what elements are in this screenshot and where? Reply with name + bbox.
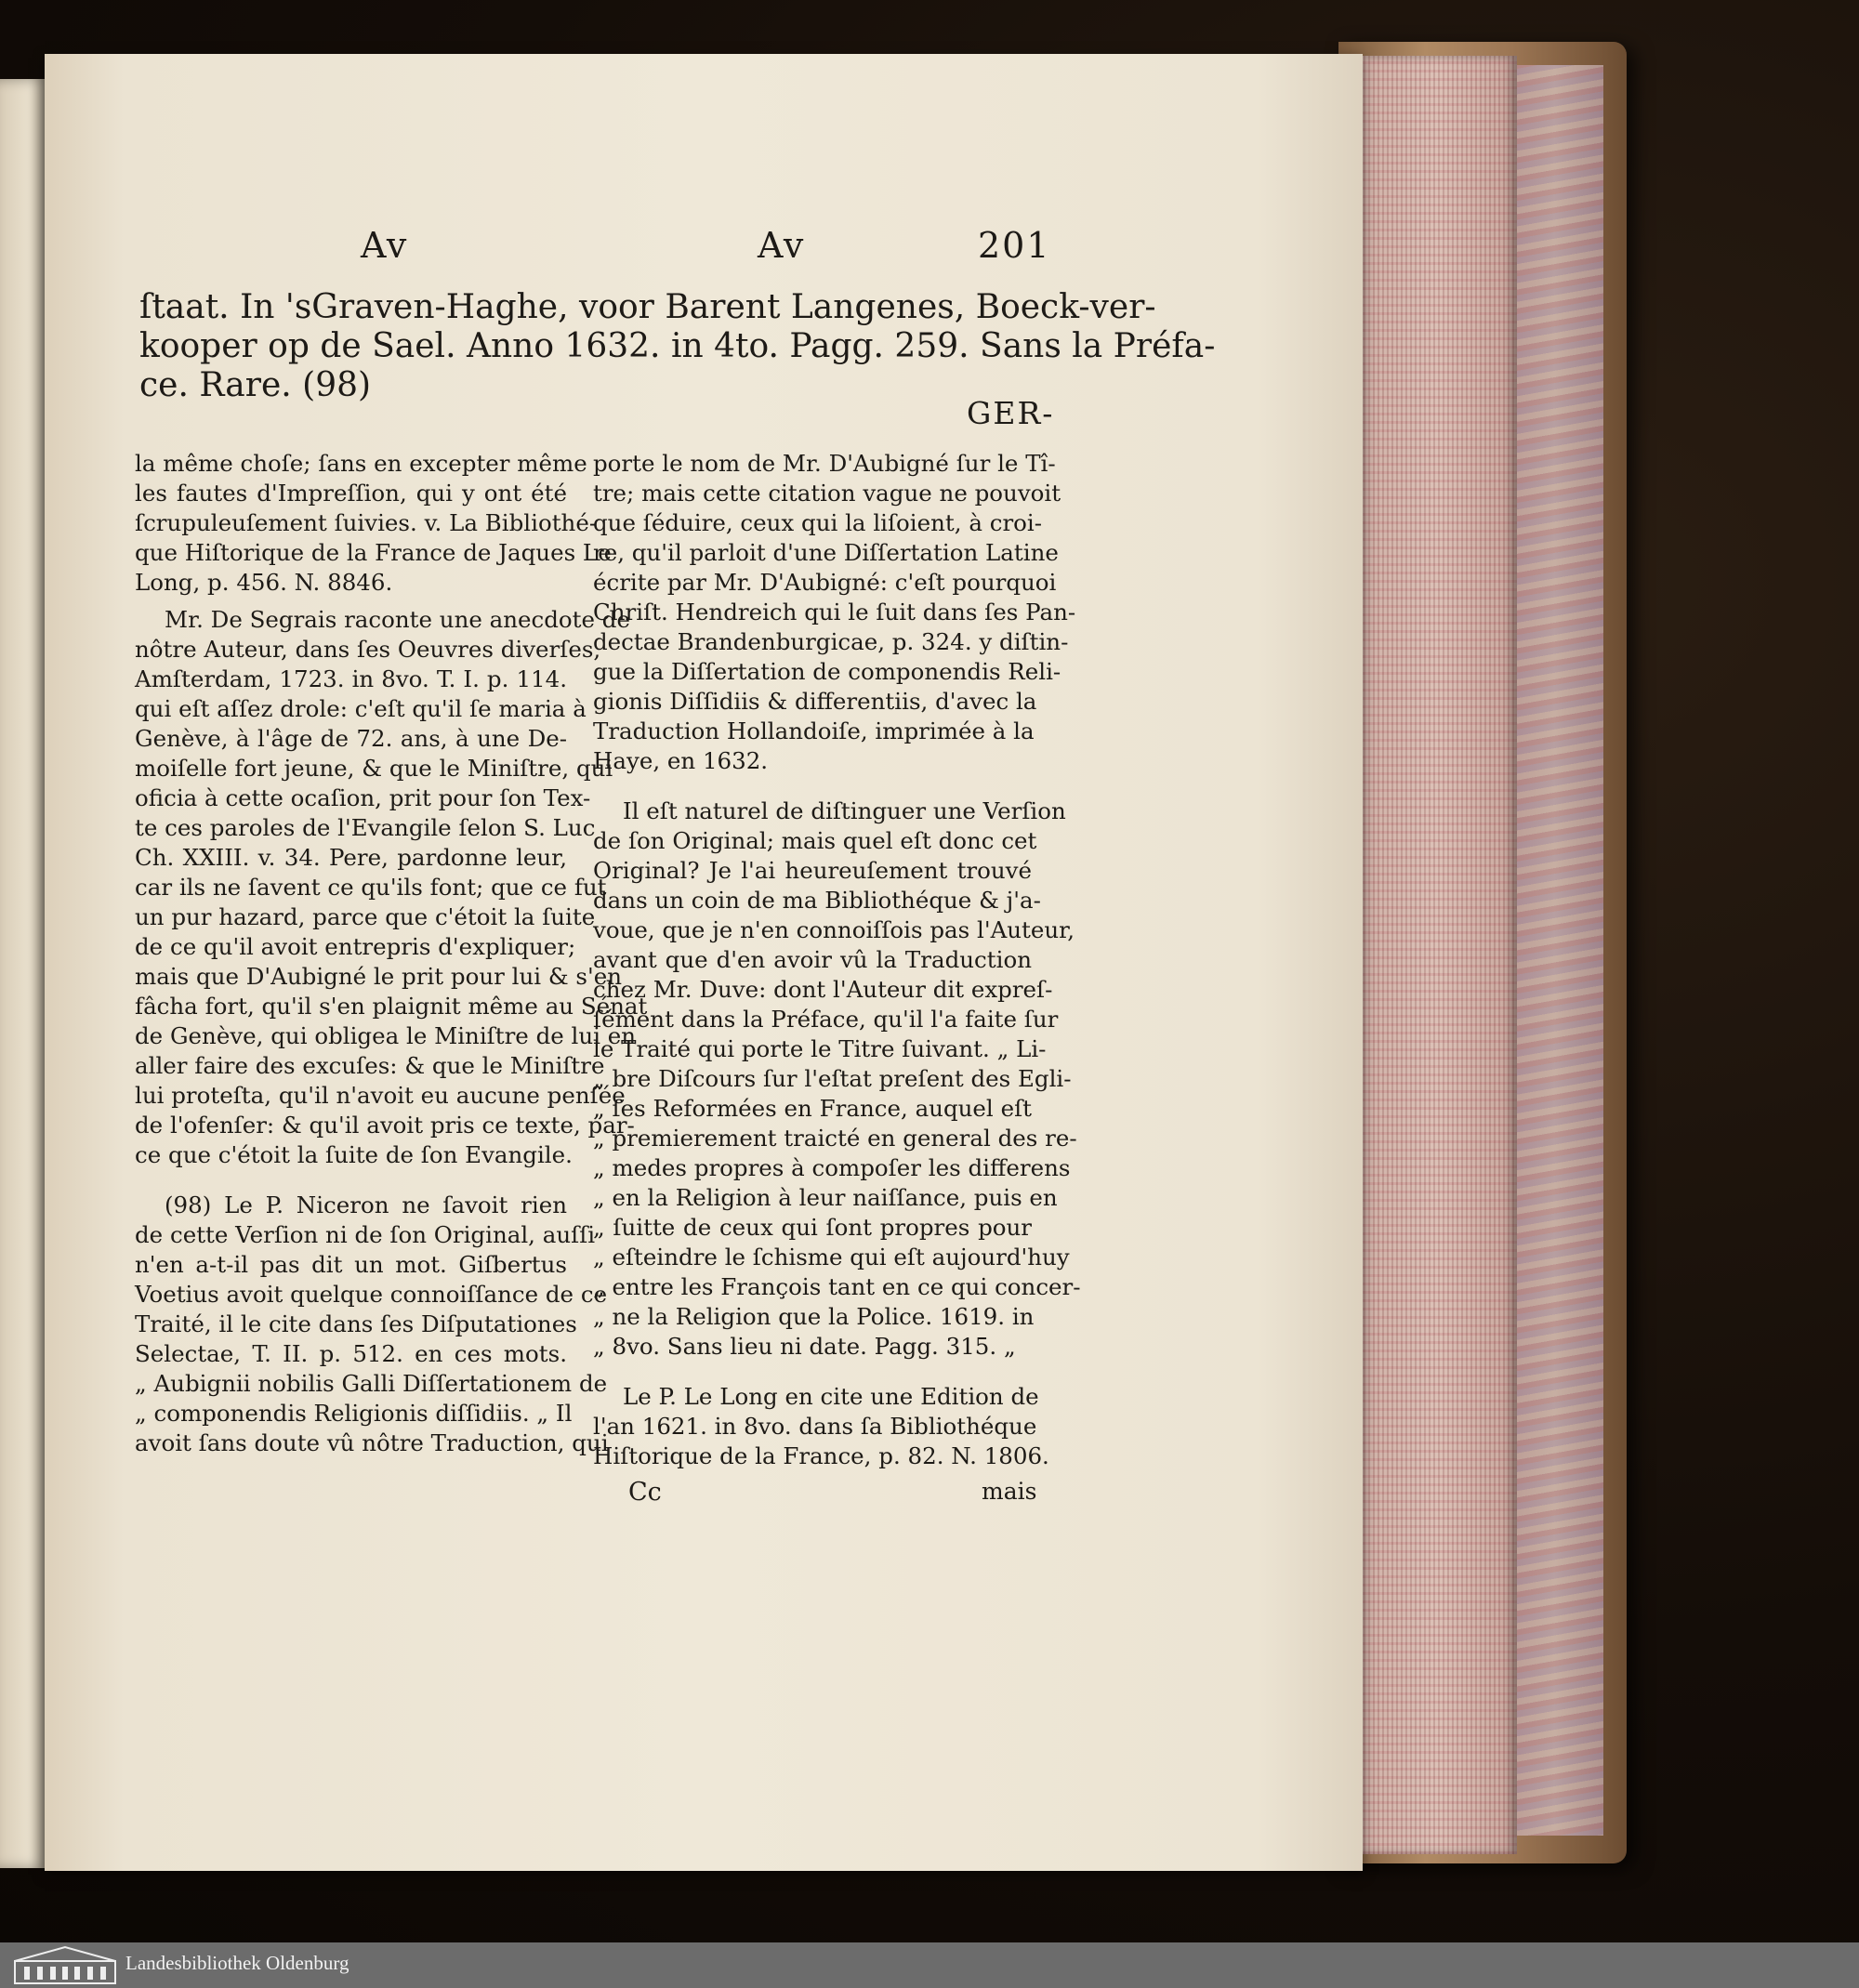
right-column-line: dans un coin de ma Bibliothéque & j'a- [593, 887, 1041, 914]
right-column-line: re, qu'il parloit d'une Diſſertation Latine [593, 539, 1059, 566]
right-column-line: voue, que je n'en connoiſſois pas l'Auteur, [593, 916, 1075, 943]
left-column-line: de l'ofenſer: & qu'il avoit pris ce texte, par- [135, 1112, 635, 1139]
left-column-line: Traité, il le cite dans ſes Diſputationes [135, 1310, 577, 1337]
right-column-line: que ſéduire, ceux qui la liſoient, à croi- [593, 509, 1043, 536]
left-column-line: ſcrupuleuſement ſuivies. v. La Bibliothé- [135, 509, 598, 536]
right-column-line: „ bre Diſcours ſur l'eſtat preſent des Egli- [593, 1065, 1072, 1092]
right-column-line: „ ſuitte de ceux qui ſont propres pour [593, 1214, 1032, 1241]
right-column-line: gionis Diſſidiis & differentiis, d'avec la [593, 688, 1037, 715]
catchword-mais: mais [982, 1478, 1037, 1505]
library-building-icon [13, 1944, 117, 1985]
page-edges [1359, 56, 1517, 1854]
right-column-line: gue la Diſſertation de componendis Reli- [593, 658, 1061, 685]
left-column-line: ce que c'étoit la ſuite de ſon Evangile. [135, 1141, 573, 1168]
right-column-line: „ eſteindre le ſchisme qui eſt aujourd'huy [593, 1244, 1070, 1270]
left-column-line: avoit ſans doute vû nôtre Traduction, qui [135, 1429, 609, 1456]
left-column-line: de Genève, qui obligea le Miniſtre de lui en [135, 1022, 637, 1049]
right-column-line: Traduction Hollandoiſe, imprimée à la [593, 718, 1035, 744]
right-column-line: le Traité qui porte le Titre ſuivant. „ Li- [593, 1035, 1047, 1062]
running-head-center: Av [758, 225, 806, 266]
carry-over-line-1: ſtaat. In 'sGraven-Haghe, voor Barent Langenes, Boeck-ver- [139, 288, 1156, 326]
left-column-line: car ils ne ſavent ce qu'ils font; que ce fut [135, 874, 607, 901]
left-column-line: qui eſt aſſez drole: c'eſt qu'il ſe maria à [135, 695, 587, 722]
right-column-line: chez Mr. Duve: dont l'Auteur dit expreſ- [593, 976, 1053, 1003]
left-column-line: de ce qu'il avoit entrepris d'expliquer; [135, 933, 576, 960]
left-column-line: (98) Le P. Niceron ne ſavoit rien [165, 1191, 567, 1218]
left-column-line: Mr. De Segrais raconte une anecdote de [165, 606, 630, 633]
carry-over-line-3: ce. Rare. (98) [139, 366, 372, 404]
right-column-line: „ en la Religion à leur naiſſance, puis en [593, 1184, 1058, 1211]
left-column-line: de cette Verſion ni de ſon Original, auſſi [135, 1221, 596, 1248]
library-name: Landesbibliothek Oldenburg [125, 1952, 349, 1974]
right-column-line: tre; mais cette citation vague ne pouvoit [593, 480, 1061, 507]
marbled-endpaper [1506, 65, 1603, 1836]
right-column-line: „ medes propres à compoſer les differens [593, 1154, 1071, 1181]
left-column-line: „ Aubignii nobilis Galli Diſſertationem de [135, 1370, 608, 1397]
signature-mark: Cc [628, 1478, 662, 1507]
right-column-line: l'an 1621. in 8vo. dans ſa Bibliothéque [593, 1413, 1037, 1440]
left-column-line: moiſelle fort jeune, & que le Miniſtre, qui [135, 755, 613, 782]
left-column-line: la même choſe; ſans en excepter même [135, 450, 587, 477]
left-column-line: te ces paroles de l'Evangile ſelon S. Luc [135, 814, 596, 841]
right-column-line: „ ne la Religion que la Police. 1619. in [593, 1303, 1035, 1330]
right-column-line: Original? Je l'ai heureuſement trouvé [593, 857, 1032, 884]
right-column-line: Haye, en 1632. [593, 747, 769, 774]
left-column-line: un pur hazard, parce que c'étoit la ſuite [135, 903, 596, 930]
left-column-line: Selectae, T. II. p. 512. en ces mots. [135, 1340, 567, 1367]
running-head-left: Av [361, 225, 409, 266]
left-column-line: que Hiſtorique de la France de Jaques Le [135, 539, 612, 566]
right-column-line: „ entre les François tant en ce qui concer- [593, 1273, 1081, 1300]
right-column-line: de ſon Original; mais quel eſt donc cet [593, 827, 1037, 854]
left-column-line: fâcha fort, qu'il s'en plaignit même au Sénat [135, 993, 648, 1020]
left-column-line: Amſterdam, 1723. in 8vo. T. I. p. 114. [135, 665, 567, 692]
carry-over-line-2: kooper op de Sael. Anno 1632. in 4to. Pagg. 259. Sans la Préfa- [139, 327, 1216, 365]
right-column-line: Hiſtorique de la France, p. 82. N. 1806. [593, 1442, 1049, 1469]
right-column-line: Le P. Le Long en cite une Edition de [623, 1383, 1039, 1410]
right-column-line: Il eſt naturel de diſtinguer une Verſion [623, 797, 1066, 824]
left-column-line: mais que D'Aubigné le prit pour lui & s'en [135, 963, 623, 990]
left-column-line: Ch. XXIII. v. 34. Pere, pardonne leur, [135, 844, 567, 871]
right-column-line: „ 8vo. Sans lieu ni date. Pagg. 315. „ [593, 1333, 1016, 1360]
left-column-line: Genève, à l'âge de 72. ans, à une De- [135, 725, 567, 752]
left-column-line: Voetius avoit quelque connoiſſance de ce [135, 1281, 608, 1308]
right-column-line: ſément dans la Préface, qu'il l'a faite ſur [593, 1006, 1059, 1033]
left-page-edge [0, 79, 48, 1868]
left-column-line: lui proteſta, qu'il n'avoit eu aucune penſée [135, 1082, 626, 1109]
right-column-line: Chriſt. Hendreich qui le ſuit dans ſes Pan- [593, 599, 1076, 625]
left-column-line: les fautes d'Impreſſion, qui y ont été [135, 480, 567, 507]
right-column-line: dectae Brandenburgicae, p. 324. y diſtin- [593, 628, 1069, 655]
left-column-line: aller faire des excuſes: & que le Miniſtre [135, 1052, 605, 1079]
right-column-line: avant que d'en avoir vû la Traduction [593, 946, 1032, 973]
right-column-line: écrite par Mr. D'Aubigné: c'eſt pourquoi [593, 569, 1057, 596]
left-column-line: „ componendis Religionis diſſidiis. „ Il [135, 1400, 573, 1427]
left-column-line: oficia à cette ocaſion, prit pour ſon Tex- [135, 784, 591, 811]
right-column-line: „ premierement traicté en general des re- [593, 1125, 1077, 1152]
left-column-line: Long, p. 456. N. 8846. [135, 569, 393, 596]
catchword-ger: GER- [967, 395, 1055, 431]
page-number: 201 [978, 225, 1051, 266]
right-column-line: porte le nom de Mr. D'Aubigné ſur le Tî- [593, 450, 1056, 477]
left-column-line: n'en a-t-il pas dit un mot. Giſbertus [135, 1251, 567, 1278]
left-column-line: nôtre Auteur, dans ſes Oeuvres diverſes, [135, 636, 601, 663]
right-column-line: „ ſes Reformées en France, auquel eſt [593, 1095, 1032, 1122]
